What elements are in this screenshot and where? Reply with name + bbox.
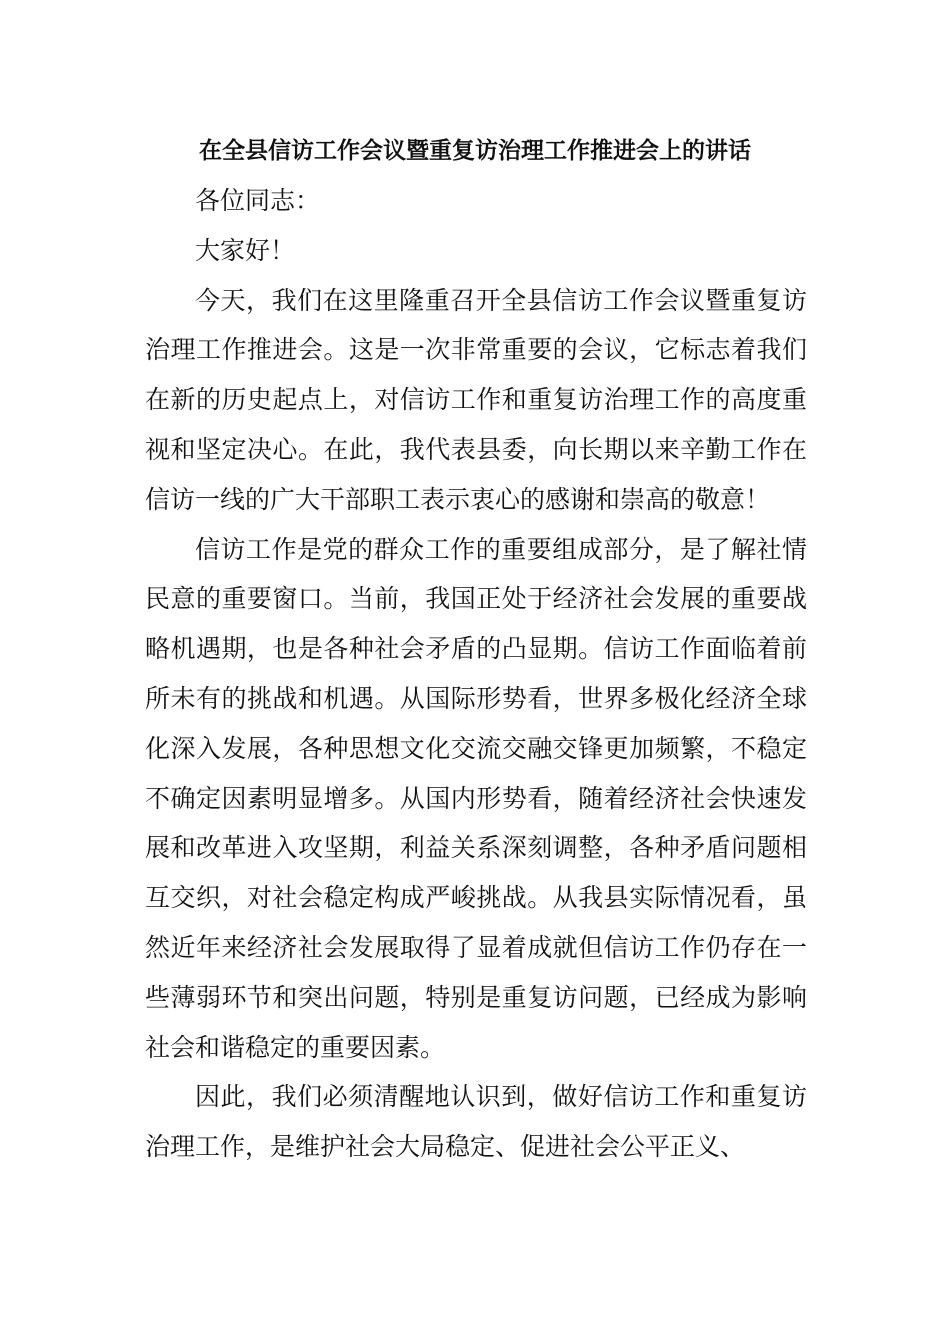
- paragraph-conclusion: 因此，我们必须清醒地认识到，做好信访工作和重复访治理工作，是维护社会大局稳定、促进社会公平正义、: [145, 1082, 807, 1162]
- document-title: 在全县信访工作会议暨重复访治理工作推进会上的讲话: [199, 138, 751, 164]
- paragraph-greeting: 大家好！: [195, 235, 296, 265]
- paragraph-situation: 信访工作是党的群众工作的重要组成部分，是了解社情民意的重要窗口。当前，我国正处于经济社会发展的重要战略机遇期，也是各种社会矛盾的凸显期。信访工作面临着前所未有的挑战和机遇。从国际形势看，世界多极化经济全球化深入发展，各种思想文化交流交融交锋更加频繁，不稳定不确定因素明显增多。从国内形势看，随着经济社会快速发展和改革进入攻坚期，利益关系深刻调整，各种矛盾问题相互交织，对社会稳定构成严峻挑战。从我县实际情况看，虽然近年来经济社会发展取得了显着成就但信访工作仍存在一些薄弱环节和突出问题，特别是重复访问题，已经成为影响社会和谐稳定的重要因素。: [145, 534, 807, 1062]
- paragraph-opening: 今天，我们在这里隆重召开全县信访工作会议暨重复访治理工作推进会。这是一次非常重要的会议，它标志着我们在新的历史起点上，对信访工作和重复访治理工作的高度重视和坚定决心。在此，我代表县委，向长期以来辛勤工作在信访一线的广大干部职工表示衷心的感谢和崇高的敬意！: [145, 285, 807, 514]
- paragraph-salutation: 各位同志：: [195, 186, 321, 215]
- document-body: [145, 176, 807, 1172]
